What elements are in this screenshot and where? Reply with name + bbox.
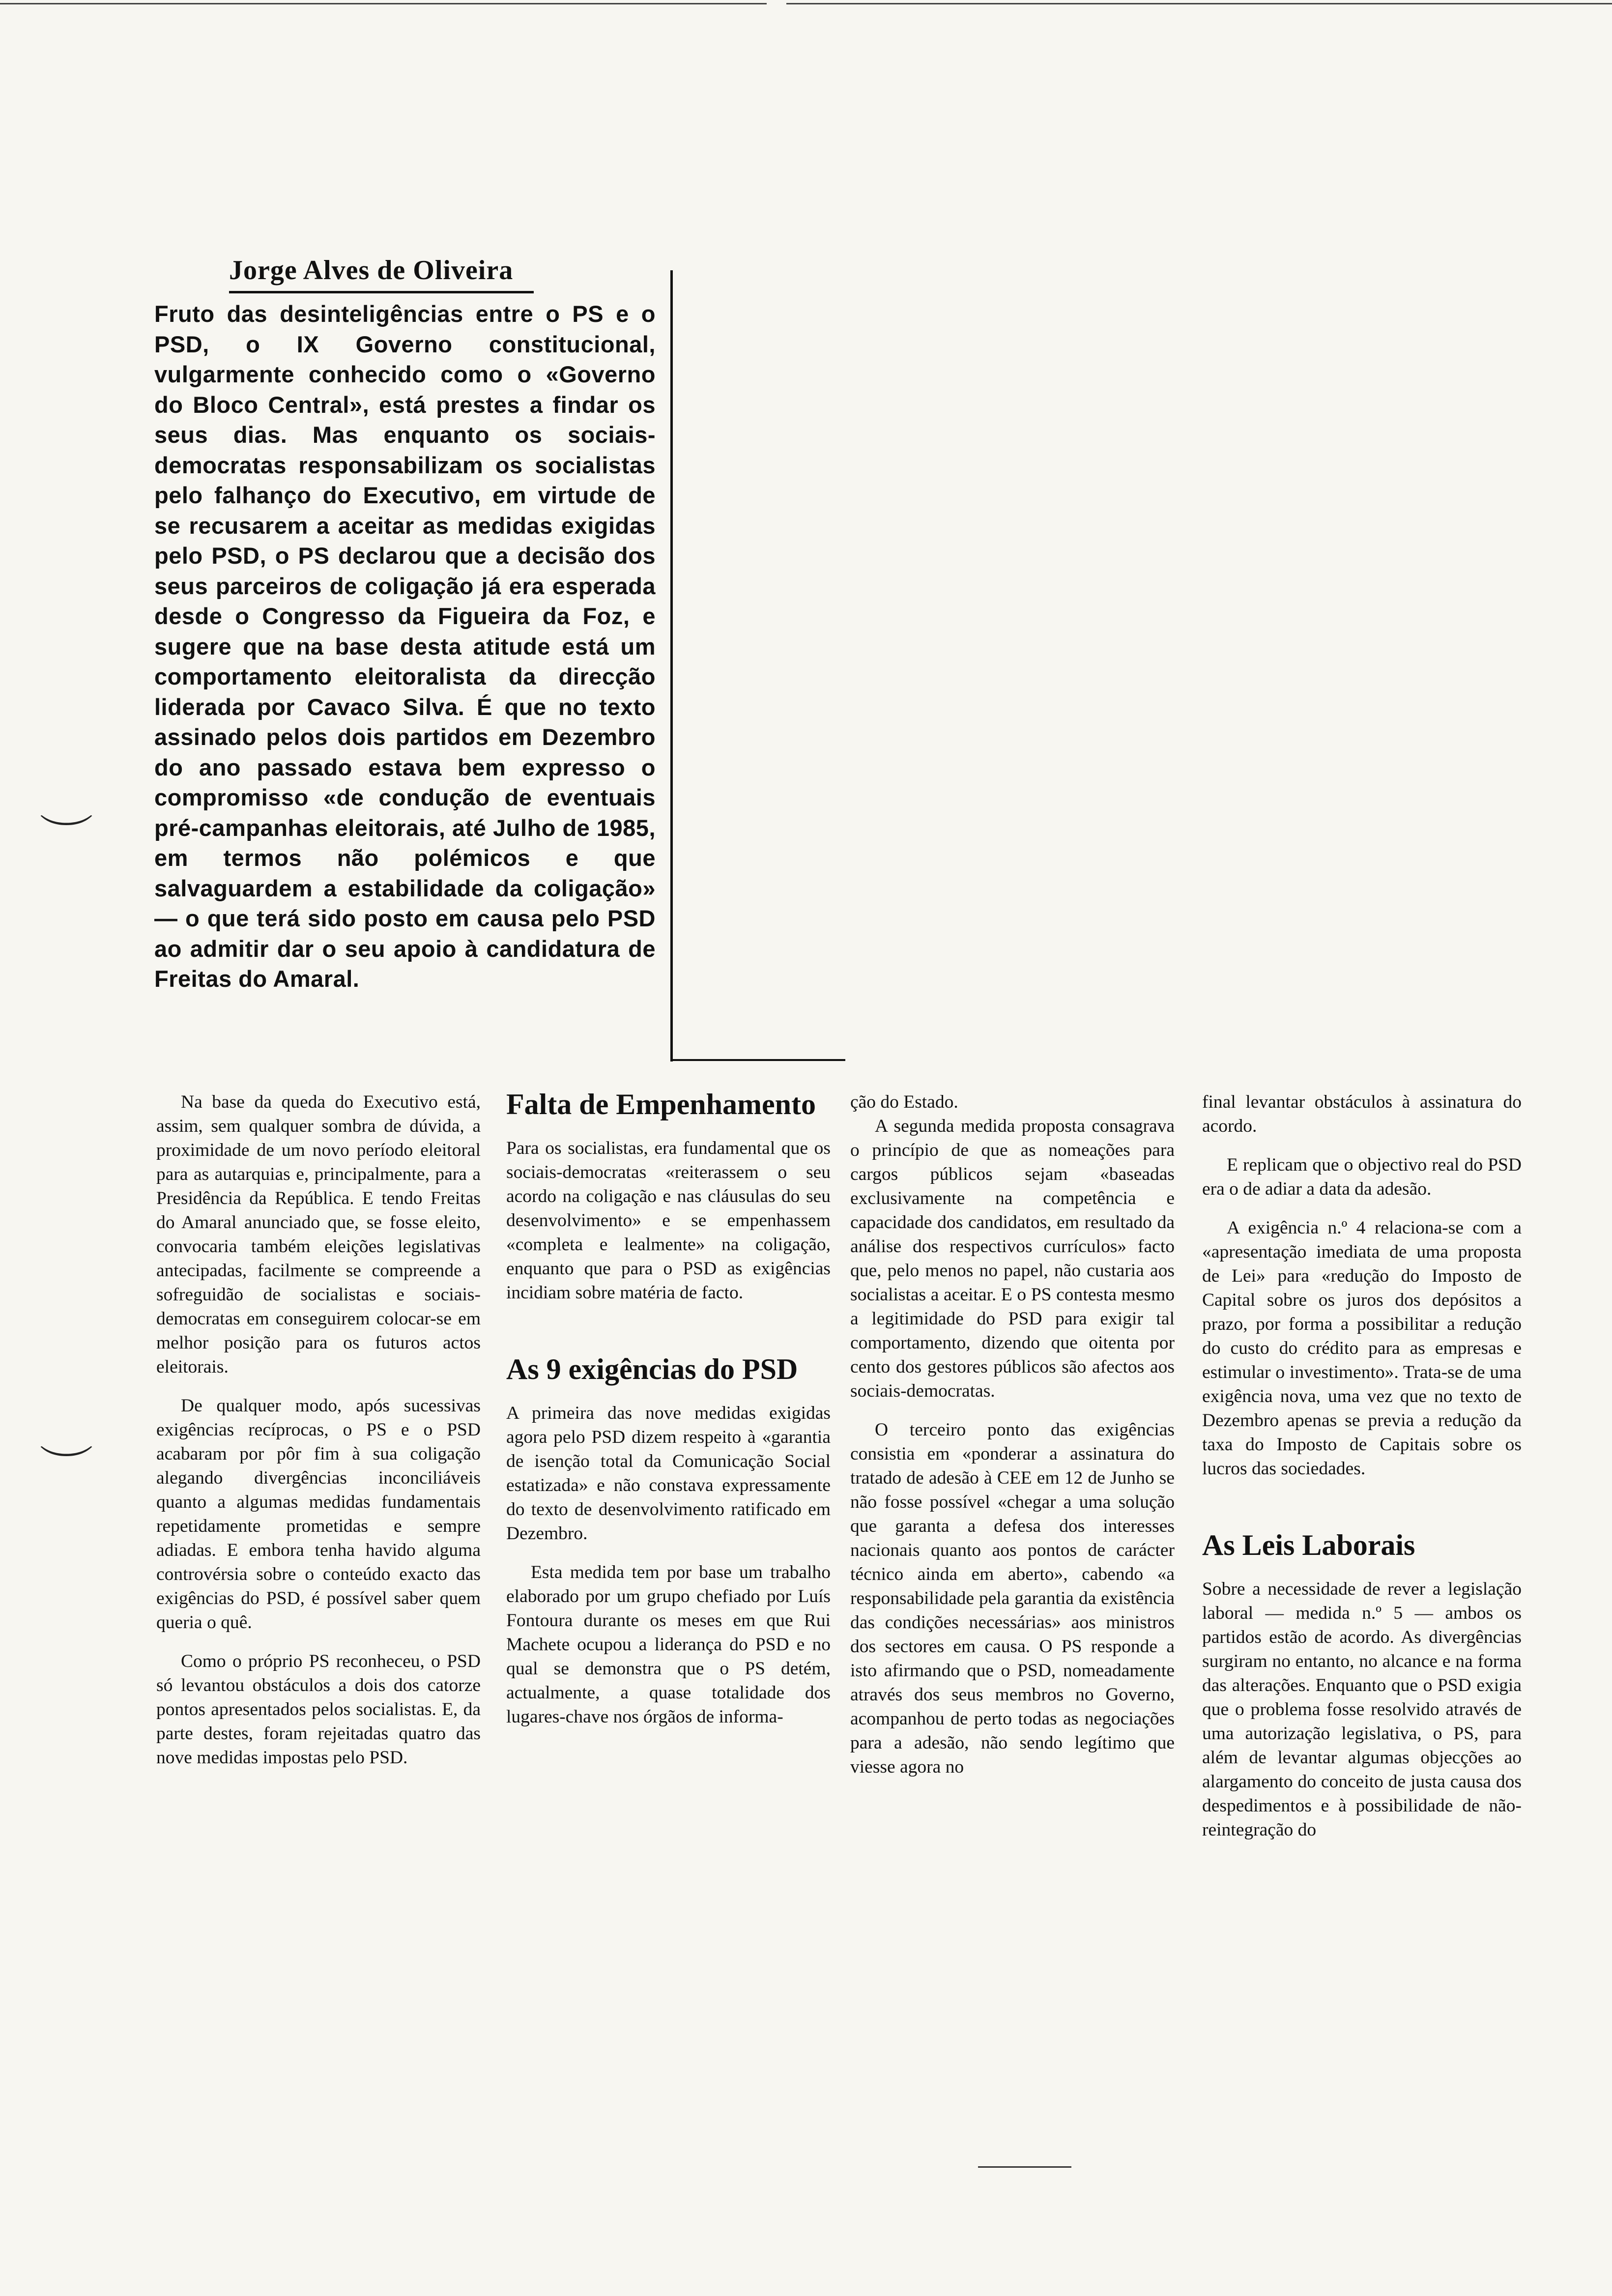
subhead-as-9-exigencias: As 9 exigências do PSD [506,1353,798,1385]
column-1 [156,1090,481,1770]
col1-paragraph-3: Como o próprio PS reconheceu, o PSD só levantou obstáculos a dois dos catorze pontos apresentados pelos socialistas. E, da parte destes, foram rejeitadas quatro das nove medidas impostas pelo PSD. [156,1651,481,1768]
byline: Jorge Alves de Oliveira [229,255,534,293]
scan-edge-line-right [786,3,1612,4]
col1-paragraph-1: Na base da queda do Executivo está, assim, sem qualquer sombra de dúvida, a proximidade de um novo período eleitoral para as autarquias e, principalmente, para a Presidência da República. E tendo Freitas do Amaral anunciado que, se fosse eleito, convocaria também eleições legislativas antecipadas, facilmente se compreende a sofreguidão de socialistas e sociais-democratas em conseguirem colocar-se em melhor posição para os futuros actos eleitorais. [156,1092,481,1377]
col2-paragraph-1: Para os socialistas, era fundamental que os sociais-democratas «reiterassem o seu acordo na coligação e nas cláusulas do seu desenvolvimento» e se empenhassem «completa e lealmente» na coligação, enquanto que para o PSD as exigências incidiam sobre matéria de facto. [506,1138,831,1303]
col2-paragraph-3: Esta medida tem por base um trabalho elaborado por um grupo chefiado por Luís Fontoura durante os meses em que Rui Machete ocupou a liderança do PSD e no qual se demonstra que o PS detém, actualmente, a quase totalidade dos lugares-chave nos órgãos de informa- [506,1562,831,1727]
column-4 [1202,1090,1522,1842]
col2-paragraph-2: A primeira das nove medidas exigidas agora pelo PSD dizem respeito à «garantia de isenção total da Comunicação Social estatizada» e não constava expressamente do texto de desenvolvimento ratificado em Dezembro. [506,1403,831,1544]
col4-paragraph-1: final levantar obstáculos à assinatura do acordo. [1202,1092,1522,1136]
subhead-falta-de-empenhamento: Falta de Empenhamento [506,1088,816,1120]
col4-paragraph-4: Sobre a necessidade de rever a legislação laboral — medida n.º 5 — ambos os partidos estão de acordo. As divergências surgiram no entanto, no alcance e na forma das alterações. Enquanto que o PSD exigia que o problema fosse resolvido através de uma autorização legislativa, o PS, para além de levantar algumas objecções ao alargamento do conceito de justa causa dos despedimentos e à possibilidade de não-reintegração do [1202,1579,1522,1840]
margin-mark-lower: ︶ [39,1442,94,1483]
end-rule [978,2166,1071,2168]
lead-paragraph: Fruto das desinteligências entre o PS e o PSD, o IX Governo constitucional, vulgarmente conhecido como o «Governo do Bloco Central», está prestes a findar os seus dias. Mas enquanto os sociais-democratas responsabilizam os socialistas pelo falhanço do Executivo, em virtude de se recusarem a aceitar as medidas exigidas pelo PSD, o PS declarou que a decisão dos seus parceiros de coligação já era esperada desde o Congresso da Figueira da Foz, e sugere que na base desta atitude está um comportamento eleitoralista da direcção liderada por Cavaco Silva. É que no texto assinado pelos dois partidos em Dezembro do ano passado estava bem expresso o compromisso «de condução de eventuais pré-campanhas eleitorais, até Julho de 1985, em termos não polémicos e que salvaguardem a estabilidade da coligação» — o que terá sido posto em causa pelo PSD ao admitir dar o seu apoio à candidatura de Freitas do Amaral. [154,301,656,992]
scan-edge-line-left [0,3,767,4]
margin-mark-upper: ︶ [39,811,94,852]
col4-paragraph-2: E replicam que o objectivo real do PSD era o de adiar a data da adesão. [1202,1155,1522,1199]
col4-paragraph-3: A exigência n.º 4 relaciona-se com a «apresentação imediata de uma proposta de Lei» para «redução do Imposto de Capital sobre os juros dos depósitos a prazo, por forma a possibilitar a redução do custo do crédito para as empresas e estimular o investimento». Trata-se de uma exigência nova, uma vez que no texto de Dezembro apenas se previa a redução da taxa do Imposto de Capitais sobre os lucros das sociedades. [1202,1218,1522,1479]
col3-paragraph-0: ção do Estado. [850,1092,958,1112]
column-3 [850,1090,1175,1779]
col3-paragraph-1: A segunda medida proposta consagrava o princípio de que as nomeações para cargos públicos sejam «baseadas exclusivamente na competência e capacidade dos candidatos, em resultado da análise dos respectivos currículos» facto que, pelo menos no papel, não custaria aos socialistas a aceitar. E o PS contesta mesmo a legitimidade do PSD para exigir tal comportamento, dizendo que oitenta por cento dos gestores públicos são afectos aos sociais-democratas. [850,1116,1175,1401]
column-2 [506,1090,831,1729]
col1-paragraph-2: De qualquer modo, após sucessivas exigências recíprocas, o PS e o PSD acabaram por pôr fim à sua coligação alegando divergências inconciliáveis quanto a algumas medidas fundamentais repetidamente prometidas e sempre adiadas. E embora tenha havido alguma controvérsia sobre o conteúdo exacto das exigências do PSD, é possível saber quem queria o quê. [156,1396,481,1633]
lead-horizontal-rule [670,1059,845,1061]
lead-vertical-rule [670,270,673,1062]
subhead-as-leis-laborais: As Leis Laborais [1202,1529,1415,1561]
col3-paragraph-2: O terceiro ponto das exigências consistia em «ponderar a assinatura do tratado de adesão à CEE em 12 de Junho se não fosse possível «chegar a uma solução que garanta a defesa dos interesses nacionais quanto aos pontos de carácter técnico ainda em aberto», cabendo «a responsabilidade pela garantia da existência das condições necessárias» aos ministros dos sectores em causa. O PS responde a isto afirmando que o PSD, nomeadamente através dos seus membros no Governo, acompanhou de perto todas as negociações para a adesão, não sendo legítimo que viesse agora no [850,1420,1175,1777]
